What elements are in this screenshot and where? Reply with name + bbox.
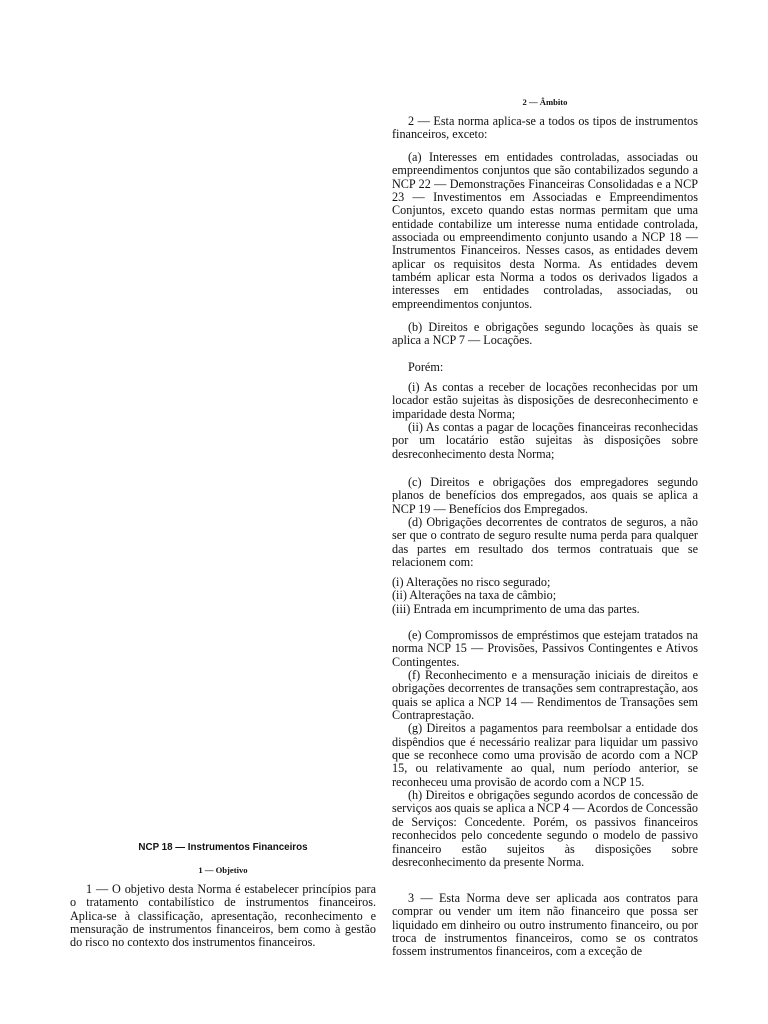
subitem-d-i: (i) Alterações no risco segurado; [392,575,551,589]
seguros-subitems [392,576,698,616]
paragraph-1-objetivo: 1 — O objetivo desta Norma é estabelecer princípios para o tratamento contabilístico de instrumentos financeiros. Aplica-se à classificação, apresentação, reconhecimento e mensuração de instrumentos financeiros, bem como à gestão do risco no contexto dos instrumentos financeiros. [70,882,376,950]
subitem-d-iii: (iii) Entrada em incumprimento de uma das partes. [392,601,640,616]
item-e: (e) Compromissos de empréstimos que estejam tratados na norma NCP 15 — Provisões, Passivos Contingentes e Ativos Contingentes. [392,628,698,669]
locacoes-subitems [392,381,698,461]
subitem-b-i: (i) As contas a receber de locações reconhecidas por um locador estão sujeitas às disposições de desreconhecimento e imparidade desta Norma; [392,380,698,421]
subitem-b-ii: (ii) As contas a pagar de locações financeiras reconhecidas por um locatário estão sujeitas às disposições sobre desreconhecimento desta Norma; [392,420,698,461]
item-b: (b) Direitos e obrigações segundo locações às quais se aplica a NCP 7 — Locações. [392,320,698,348]
item-g: (g) Direitos a pagamentos para reembolsar a entidade dos dispêndios que é necessário realizar para liquidar um passivo que se reconhece como uma provisão de acordo com a NCP 15, ou relativamente ao qual, num período anterior, se reconheceu uma provisão de acordo com a NCP 15. [392,721,698,789]
paragraph-2-intro: 2 — Esta norma aplica-se a todos os tipos de instrumentos financeiros, exceto: [392,114,698,142]
item-a: (a) Interesses em entidades controladas, associadas ou empreendimentos conjuntos que são contabilizados segundo a NCP 22 — Demonstrações Financeiras Consolidadas e a NCP 23 — Investimentos em Associadas e Empreendimentos Conjuntos, exceto quando estas normas permitam que uma entidade contabilize um interesse numa entidade controlada, associada ou empreendimento conjunto usando a NCP 18 — Instrumentos Financeiros. Nesses casos, as entidades devem aplicar os requisitos desta Norma. As entidades devem também aplicar esta Norma a todos os derivados ligados a interesses em entidades controladas, associadas, ou empreendimentos conjuntos. [392,150,698,311]
items-c-d [392,476,698,569]
item-c: (c) Direitos e obrigações dos empregadores segundo planos de benefícios dos empregados, aos quais se aplica a NCP 19 — Benefícios dos Empregados. [392,475,698,516]
porem-label: Porém: [408,360,444,374]
item-h: (h) Direitos e obrigações segundo acordos de concessão de serviços aos quais se aplica a NCP 4 — Acordos de Concessão de Serviços: Concedente. Porém, os passivos financeiros reconhecidos pelo concedente segundo o modelo de passivo financeiro estão sujeitos às disposições sobre desreconhecimento da presente Norma. [392,788,698,869]
subitem-d-ii: (ii) Alterações na taxa de câmbio; [392,588,557,603]
items-e-h [392,629,698,869]
section-heading-objetivo: 1 — Objetivo [198,865,248,875]
document-title: NCP 18 — Instrumentos Financeiros [138,842,308,853]
item-d: (d) Obrigações decorrentes de contratos de seguros, a não ser que o contrato de seguro resulte numa perda para qualquer das partes em resultado dos termos contratuais que se relacionem com: [392,515,698,570]
item-f: (f) Reconhecimento e a mensuração iniciais de direitos e obrigações decorrentes de transações sem contraprestação, aos quais se aplica a NCP 14 — Rendimentos de Transações sem Contraprestação. [392,668,698,723]
paragraph-3: 3 — Esta Norma deve ser aplicada aos contratos para comprar ou vender um item não financeiro que possa ser liquidado em dinheiro ou outro instrumento financeiro, ou por troca de instrumentos financeiros, como se os contratos fossem instrumentos financeiros, com a exceção de [392,891,698,959]
section-heading-ambito: 2 — Âmbito [522,97,568,107]
